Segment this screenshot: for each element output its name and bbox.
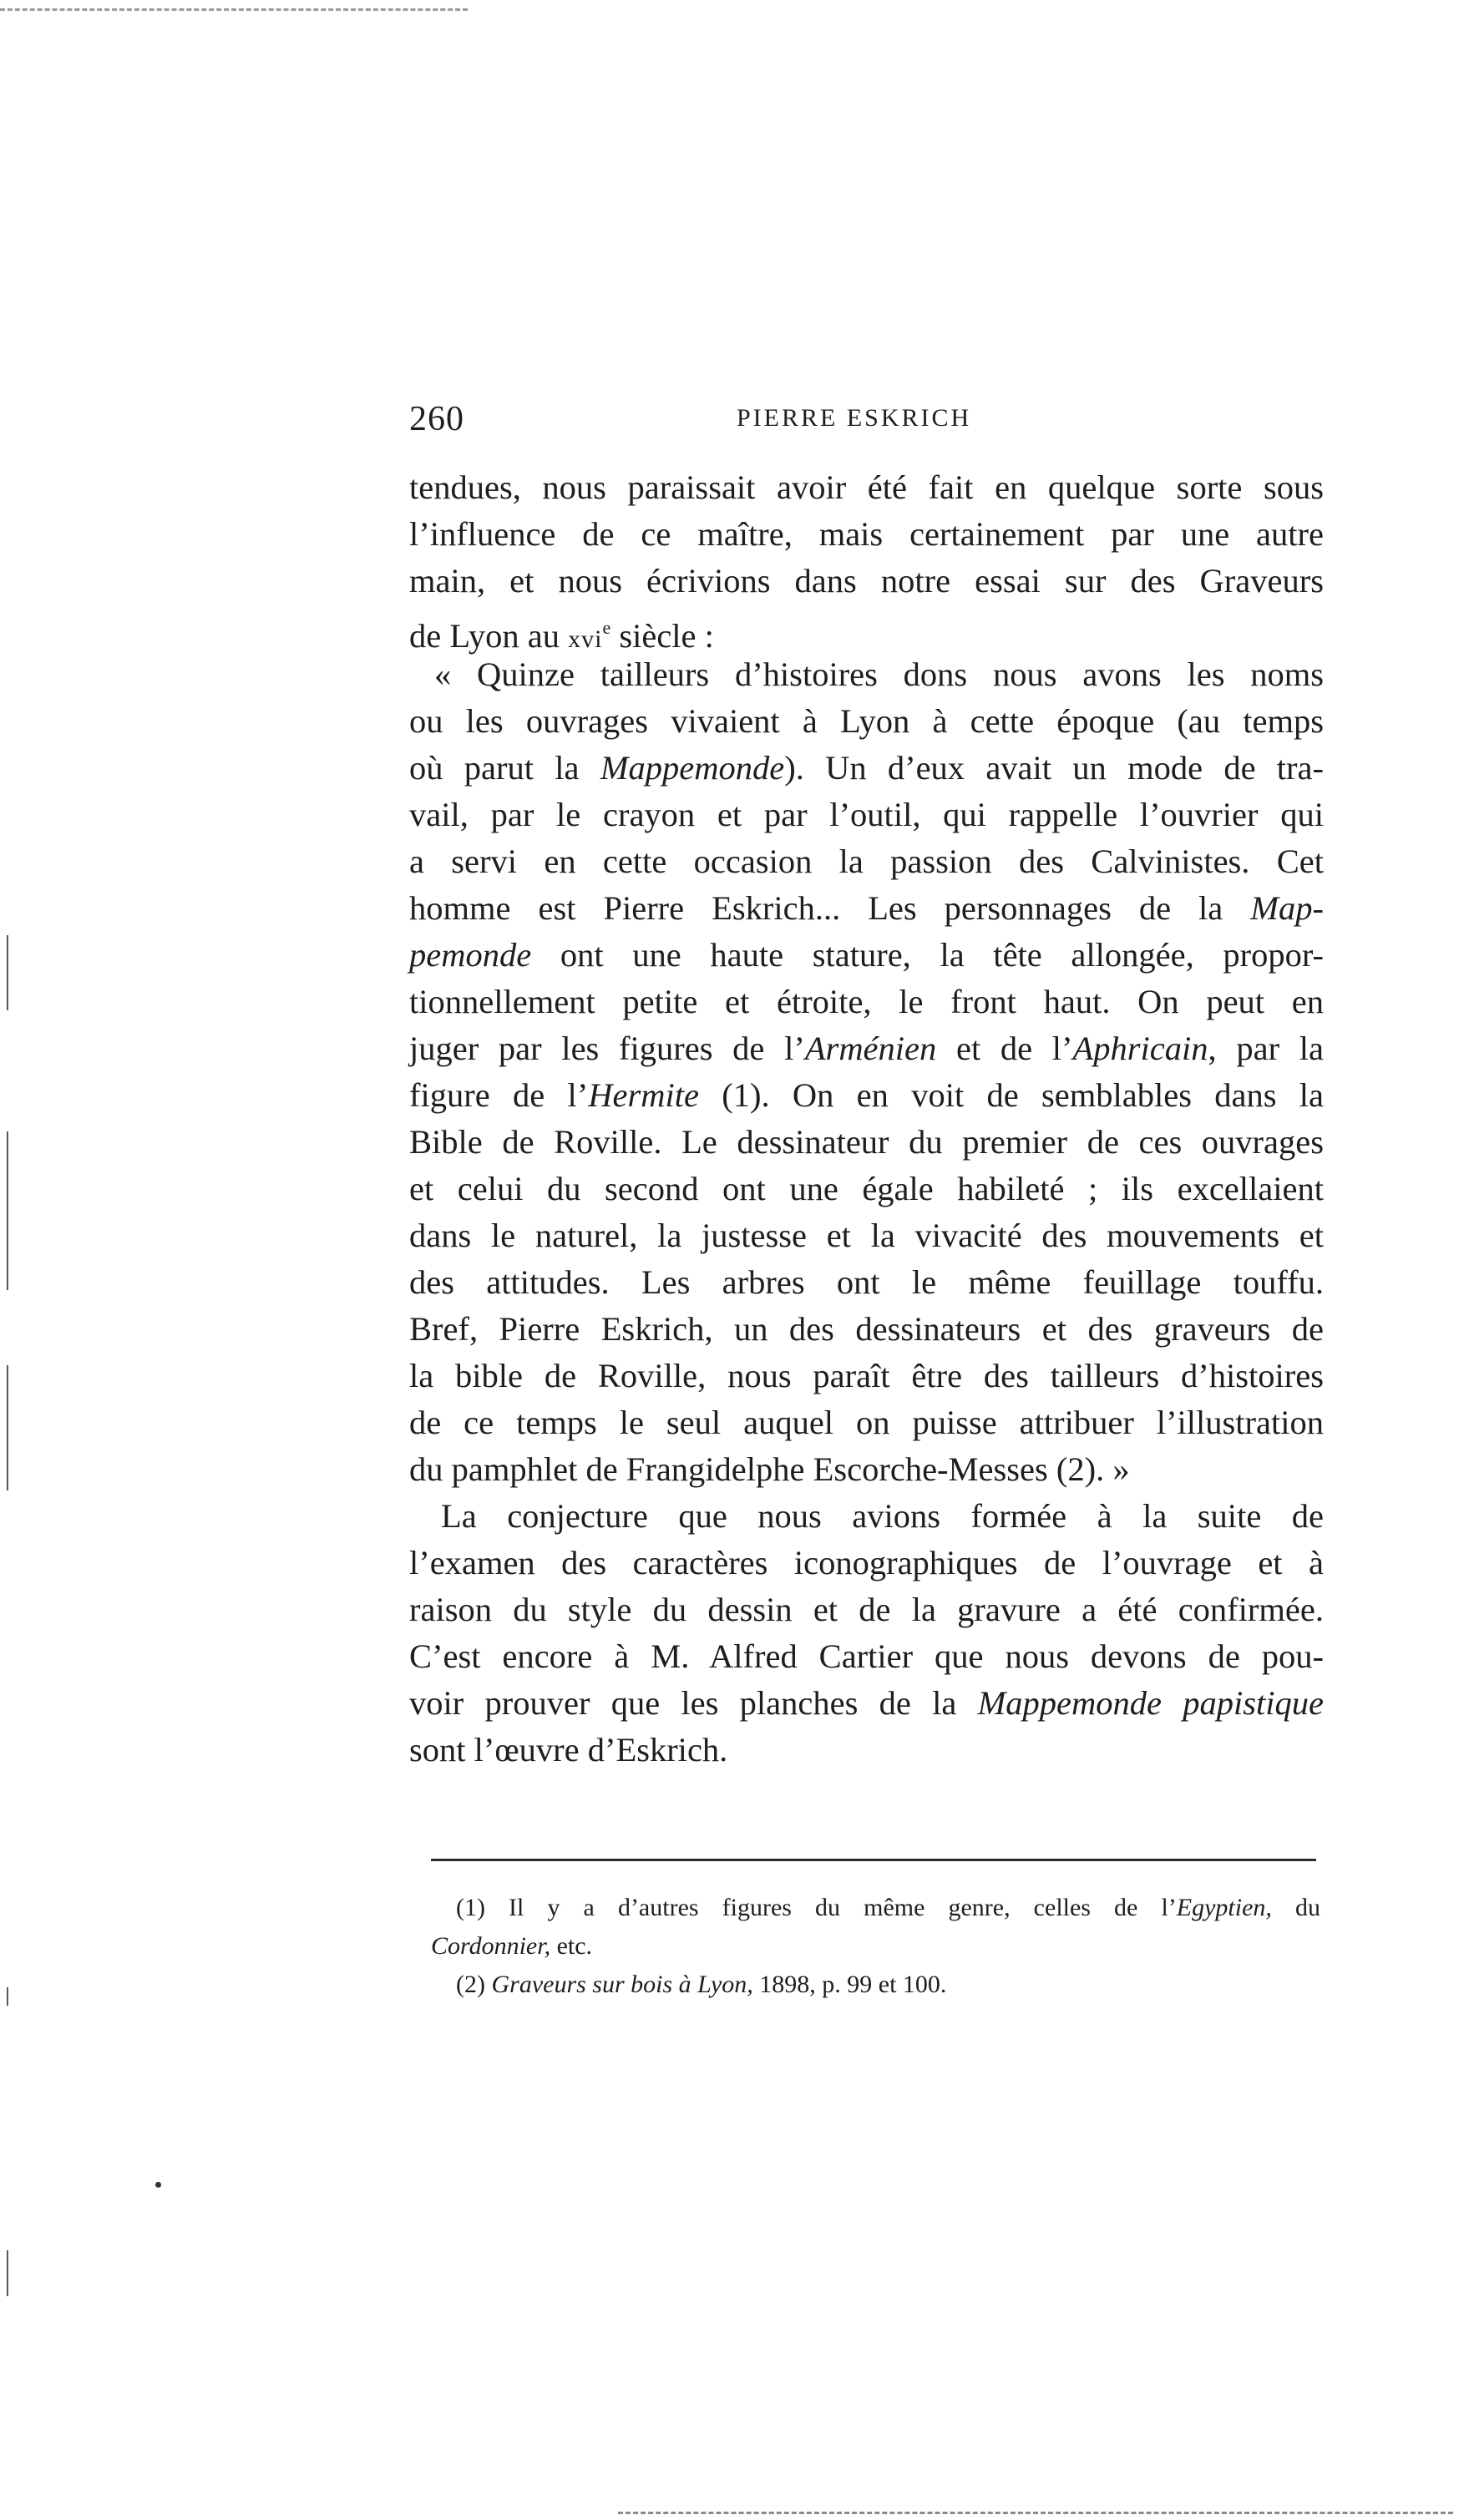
text-line (409, 932, 1324, 979)
text-span: juger par les figures de l’ (409, 1030, 805, 1067)
italic-title: pemonde (409, 936, 532, 974)
text-line: des attitudes. Les arbres ont le même feuillage touffu. (409, 1263, 1324, 1301)
page-header (409, 399, 1324, 449)
text-span: ont une haute stature, la tête allongée, propor- (560, 936, 1325, 974)
italic-title: Egyptien, (1176, 1894, 1272, 1921)
italic-title: Mappemonde papistique (977, 1684, 1324, 1722)
text-span: figure de l’ (409, 1076, 589, 1114)
scan-edge-top (0, 8, 468, 11)
text-span: voir prouver que les planches de la (409, 1684, 957, 1722)
paragraph (409, 1493, 1324, 1774)
body-text (409, 464, 1324, 1774)
text-span: ). Un d’eux avait un mode de tra- (784, 749, 1325, 787)
footnote-rule (431, 1859, 1316, 1861)
italic-title: Arménien (804, 1030, 937, 1067)
text-line: du pamphlet de Frangidelphe Escorche-Messes (2). » (409, 1450, 1130, 1488)
italic-title: Hermite (588, 1076, 699, 1114)
text-line: tionnellement petite et étroite, le front haut. On peut en (409, 983, 1324, 1020)
text-span: 1898, p. 99 et 100. (759, 1971, 947, 1998)
text-line (409, 1072, 1324, 1119)
text-span: siècle : (619, 617, 714, 655)
text-line: « Quinze tailleurs d’histoires dons nous avons les noms (434, 655, 1324, 693)
text-line: et celui du second ont une égale habileté ; ils excellaient (409, 1170, 1324, 1207)
scan-margin-mark (7, 1365, 8, 1490)
text-line: a servi en cette occasion la passion des Calvinistes. Cet (409, 843, 1324, 880)
text-span: homme est Pierre Eskrich... Les personnages de la (409, 889, 1223, 927)
italic-title: Mappemonde (600, 749, 785, 787)
text-line (409, 745, 1324, 792)
scan-margin-mark (7, 1131, 8, 1290)
scan-margin-mark (7, 935, 8, 1010)
italic-title: Map- (1250, 889, 1324, 927)
footnote-1 (431, 1889, 1320, 1927)
scan-speck (155, 2182, 161, 2188)
text-span: (2) (456, 1971, 485, 1998)
text-line: Bref, Pierre Eskrich, un des dessinateurs et des graveurs de (409, 1310, 1324, 1348)
page-number: 260 (409, 400, 464, 438)
century-numeral: xvi (568, 625, 603, 653)
text-span: etc. (556, 1932, 593, 1960)
text-line (409, 1680, 1324, 1727)
text-line: C’est encore à M. Alfred Cartier que nous devons de pou- (409, 1637, 1324, 1675)
text-line: raison du style du dessin et de la gravure a été confirmée. (409, 1591, 1324, 1628)
text-line (409, 605, 1324, 655)
scan-edge-bottom (618, 2512, 1453, 2514)
running-title: PIERRE ESKRICH (737, 404, 972, 432)
quotation (409, 651, 1324, 1493)
text-span: et de l’ (955, 1030, 1073, 1067)
text-line (409, 1025, 1324, 1072)
text-span: (1). On en voit de semblables dans la (722, 1076, 1325, 1114)
text-span: du (1295, 1894, 1321, 1921)
text-line: l’influence de ce maître, mais certainement par une autre (409, 515, 1324, 553)
text-line: l’examen des caractères iconographiques de l’ouvrage et à (409, 1544, 1324, 1581)
scan-margin-mark (7, 2250, 8, 2296)
text-line: tendues, nous paraissait avoir été fait en quelque sorte sous (409, 468, 1324, 506)
text-line (409, 885, 1324, 932)
footnote-2 (431, 1966, 1320, 2004)
text-line: main, et nous écrivions dans notre essai sur des Graveurs (409, 562, 1324, 600)
italic-title: Graveurs sur bois à Lyon, (491, 1971, 753, 1998)
text-line: ou les ouvrages vivaient à Lyon à cette époque (au temps (409, 702, 1324, 740)
text-line: vail, par le crayon et par l’outil, qui rappelle l’ouvrier qui (409, 796, 1324, 833)
text-line: dans le naturel, la justesse et la vivacité des mouvements et (409, 1217, 1324, 1254)
text-span: (1) Il y a d’autres figures du même genre, celles de l’ (456, 1894, 1177, 1921)
text-line: la bible de Roville, nous paraît être des tailleurs d’histoires (409, 1357, 1324, 1394)
footnote-1-cont (431, 1927, 1320, 1966)
italic-title: Cordonnier, (431, 1932, 551, 1960)
text-line: Bible de Roville. Le dessinateur du premier de ces ouvrages (409, 1123, 1324, 1161)
footnotes (431, 1889, 1320, 2004)
italic-title: Aphricain (1072, 1030, 1208, 1067)
superscript: e (602, 617, 611, 638)
paragraph-continuation (409, 464, 1324, 655)
text-line: de ce temps le seul auquel on puisse attribuer l’illustration (409, 1404, 1324, 1441)
text-line: sont l’œuvre d’Eskrich. (409, 1731, 728, 1769)
scan-margin-mark (7, 1987, 8, 2006)
text-span: où parut la (409, 749, 580, 787)
text-span: , par la (1208, 1030, 1324, 1067)
text-line: La conjecture que nous avions formée à la suite de (441, 1497, 1324, 1535)
text-span: de Lyon au (409, 617, 560, 655)
